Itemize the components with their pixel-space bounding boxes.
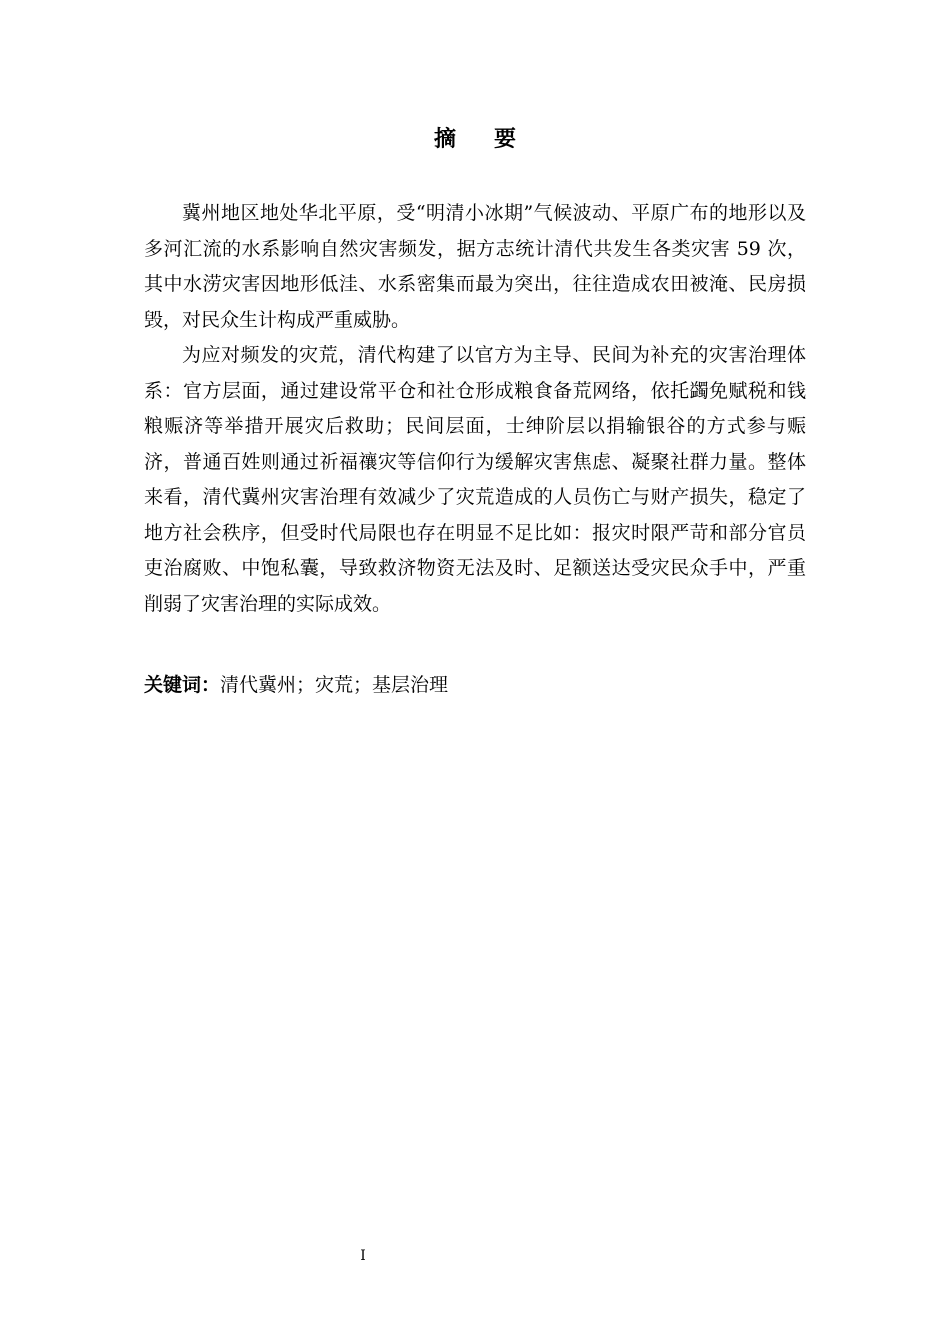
abstract-body (144, 196, 806, 622)
page-number: I (360, 1248, 366, 1264)
keywords-label: 关键词： (144, 674, 221, 696)
abstract-paragraph-2: 为应对频发的灾荒，清代构建了以官方为主导、民间为补充的灾害治理体系：官方层面，通过建设常平仓和社仓形成粮食备荒网络，依托蠲免赋税和钱粮赈济等举措开展灾后救助；民间层面，士绅阶层以捐输银谷的方式参与赈济，普通百姓则通过祈福禳灾等信仰行为缓解灾害焦虑、凝聚社群力量。整体来看，清代冀州灾害治理有效减少了灾荒造成的人员伤亡与财产损失，稳定了地方社会秩序，但受时代局限也存在明显不足比如：报灾时限严苛和部分官员吏治腐败、中饱私囊，导致救济物资无法及时、足额送达受灾民众手中，严重削弱了灾害治理的实际成效。 (144, 344, 806, 615)
abstract-title-char-2: 要 (494, 127, 517, 152)
abstract-title-char-1: 摘 (433, 127, 456, 152)
abstract-title (0, 124, 950, 156)
abstract-paragraph-1: 冀州地区地处华北平原，受“明清小冰期”气候波动、平原广布的地形以及多河汇流的水系影响自然灾害频发，据方志统计清代共发生各类灾害 59 次，其中水涝灾害因地形低洼、水系密集而最为突出，往往造成农田被淹、民房损毁，对民众生计构成严重威胁。 (144, 202, 806, 331)
keywords-line (144, 668, 806, 703)
keywords-value: 清代冀州；灾荒；基层治理 (220, 674, 449, 696)
